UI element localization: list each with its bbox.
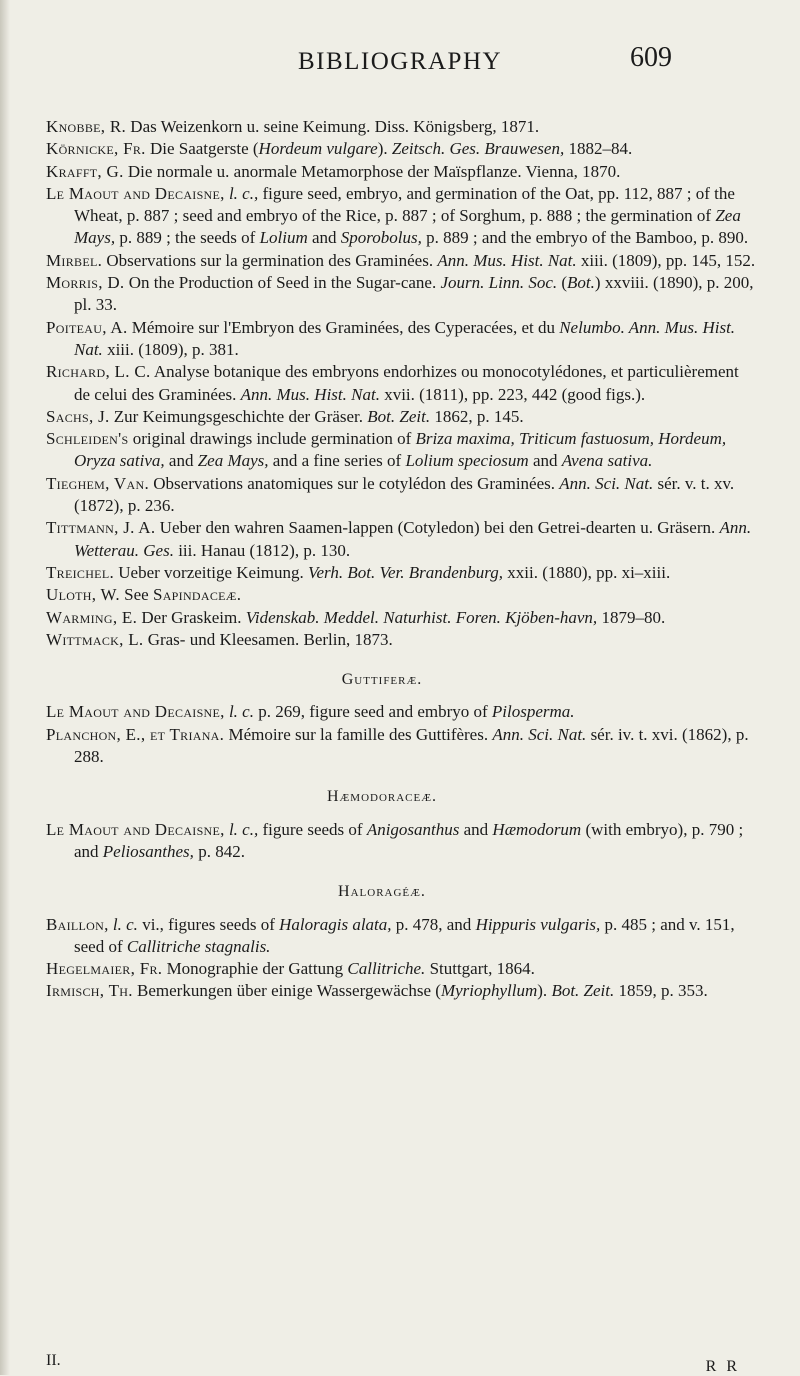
- running-header-title: BIBLIOGRAPHY: [297, 48, 503, 75]
- volume-number: II.: [46, 1352, 61, 1369]
- bib-entry: Irmisch, Th. Bemerkungen über einige Wassergewächse (Myriophyllum). Bot. Zeit. 1859, p. 353.: [46, 981, 708, 1001]
- bib-entry: Le Maout and Decaisne, l. c., figure seeds of Anigosanthus and Hæmodorum (with embryo), p. 790 ; and Peliosanthes, p. 842.: [46, 819, 744, 861]
- bib-entry: Poiteau, A. Mémoire sur l'Embryon des Graminées, des Cyperacées, et du Nelumbo. Ann. Mus. Hist. Nat. xiii. (1809), p. 381.: [46, 317, 736, 359]
- bib-entry: Uloth, W. See Sapindaceæ.: [46, 585, 242, 605]
- bib-entry: Tittmann, J. A. Ueber den wahren Saamen-lappen (Cotyledon) bei den Getrei-dearten u. Gräsern. Ann. Wetterau. Ges. iii. Hanau (1812), p. 130.: [46, 518, 752, 560]
- bib-entry: Treichel. Ueber vorzeitige Keimung. Verh. Bot. Ver. Brandenburg, xxii. (1880), pp. xi–xiii.: [46, 562, 671, 582]
- bib-entry: Mirbel. Observations sur la germination des Graminées. Ann. Mus. Hist. Nat. xiii. (1809), pp. 145, 152.: [46, 250, 756, 270]
- bib-entry: Morris, D. On the Production of Seed in the Sugar-cane. Journ. Linn. Soc. (Bot.) xxviii. (1890), p. 200, pl. 33.: [46, 273, 754, 315]
- bib-entry: Le Maout and Decaisne, l. c., figure seed, embryo, and germination of the Oat, pp. 112, 887 ; of the Wheat, p. 887 ; seed and embryo of the Rice, p. 887 ; of Sorghum, p. 888 ; the germination of Zea Mays, p. 889 ; the seeds of Lolium and Sporobolus, p. 889 ; and the embryo of the Bamboo, p. 890.: [46, 183, 749, 248]
- bib-entry: Planchon, E., et Triana. Mémoire sur la famille des Guttifères. Ann. Sci. Nat. sér. iv. t. xvi. (1862), p. 288.: [46, 724, 749, 767]
- bib-entry: Schleiden's original drawings include germination of Briza maxima, Triticum fastuosum, Hordeum, Oryza sativa, and Zea Mays, and a fine series of Lolium speciosum and Avena sativa.: [46, 429, 727, 471]
- bib-entry: Tieghem, Van. Observations anatomiques sur le cotylédon des Graminées. Ann. Sci. Nat. sér. v. t. xv. (1872), p. 236.: [46, 473, 735, 516]
- signature-mark: R R: [705, 1358, 740, 1375]
- bib-entry: Baillon, l. c. vi., figures seeds of Haloragis alata, p. 478, and Hippuris vulgaris, p. 485 ; and v. 151, seed of Callitriche stagnalis.: [46, 914, 735, 956]
- section-heading: Guttiferæ.: [341, 671, 423, 689]
- section-heading: Hæmodoraceæ.: [326, 788, 438, 806]
- section-heading: Haloragéæ.: [338, 883, 426, 901]
- bib-entry: Richard, L. C. Analyse botanique des embryons endorhizes ou monocotylédones, et particulièrement de celui des Graminées. Ann. Mus. Hist. Nat. xvii. (1811), pp. 223, 442 (good figs.).: [46, 362, 739, 404]
- bib-entry: Knobbe, R. Das Weizenkorn u. seine Keimung. Diss. Königsberg, 1871.: [46, 117, 540, 136]
- bib-entry: Le Maout and Decaisne, l. c. p. 269, figure seed and embryo of Pilosperma.: [46, 702, 575, 722]
- bibliography-body: [46, 116, 758, 1003]
- bib-entry: Krafft, G. Die normale u. anormale Metamorphose der Maïspflanze. Vienna, 1870.: [46, 161, 621, 181]
- page-number: 609: [630, 42, 672, 73]
- page-spine-shadow: [0, 0, 10, 1375]
- bib-entry: Hegelmaier, Fr. Monographie der Gattung Callitriche. Stuttgart, 1864.: [46, 959, 535, 979]
- bib-entry: Sachs, J. Zur Keimungsgeschichte der Gräser. Bot. Zeit. 1862, p. 145.: [46, 406, 524, 426]
- bib-entry: Wittmack, L. Gras- und Kleesamen. Berlin, 1873.: [46, 629, 393, 649]
- bib-entry: Körnicke, Fr. Die Saatgerste (Hordeum vulgare). Zeitsch. Ges. Brauwesen, 1882–84.: [46, 139, 633, 159]
- bib-entry: Warming, E. Der Graskeim. Videnskab. Meddel. Naturhist. Foren. Kjöben-havn, 1879–80.: [46, 607, 666, 627]
